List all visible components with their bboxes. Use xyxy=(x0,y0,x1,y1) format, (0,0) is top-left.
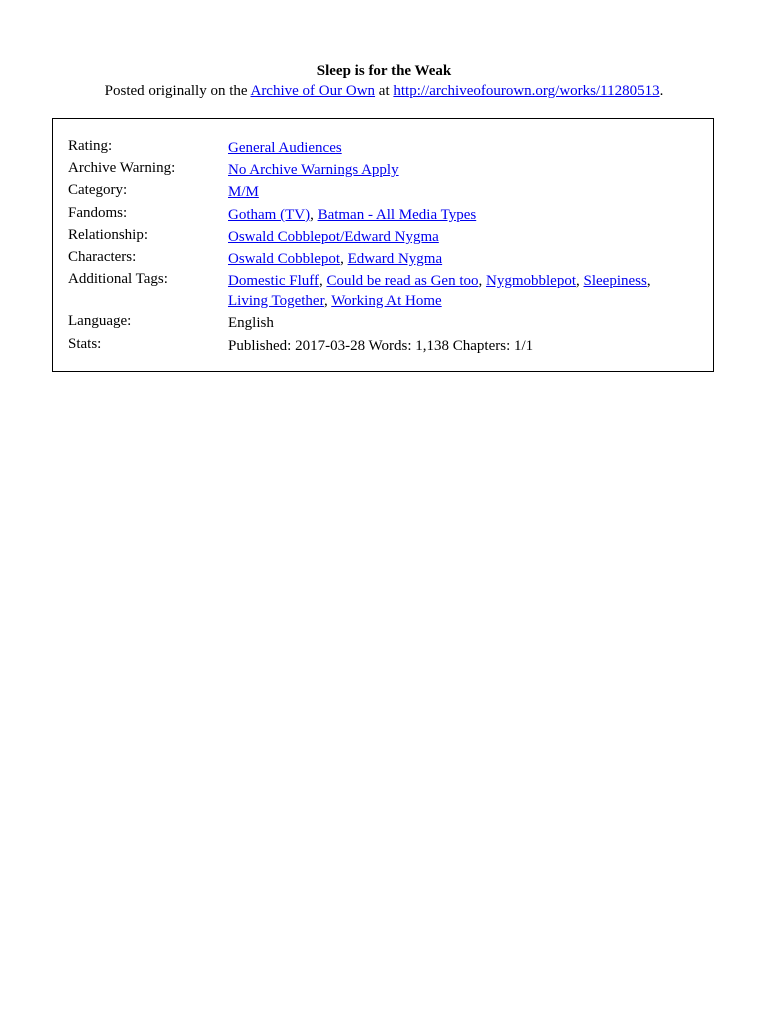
fandom-link[interactable]: Batman - All Media Types xyxy=(317,207,477,223)
relationship-label: Relationship: xyxy=(68,227,148,243)
language-label: Language: xyxy=(68,313,132,329)
posted-at: at xyxy=(378,83,390,99)
tag-link[interactable]: Working At Home xyxy=(331,293,442,309)
character-link[interactable]: Oswald Cobblepot xyxy=(228,251,341,267)
tag-link[interactable]: Nygmobblepot xyxy=(486,273,577,289)
posted-line xyxy=(0,81,768,101)
stats-value: Published: 2017-03-28 Words: 1,138 Chapters: 1/1 xyxy=(228,338,534,354)
work-metadata-box: Rating: General Audiences Archive Warning: No Archive Warnings Apply Category: M/M Fandoms: Gotham (TV), Batman - All Media Types Relationship: Oswald Cobblepot/Edward Nygma Characters: Oswald Cobblepot, Edward Nygma Additional Tags: Domestic Fluff, Could be read as Gen too, Nygmobblepot, Sleepiness, Living Together, Working At Home Language: English Stats: Published: 2017-03-28 Words: 1,138 Chapters: 1/1 xyxy=(52,118,714,372)
work-title: Sleep is for the Weak xyxy=(316,63,452,79)
additional-tags-label: Additional Tags: xyxy=(68,271,168,287)
fandom-link[interactable]: Gotham (TV) xyxy=(228,207,311,223)
language-value: English xyxy=(228,315,274,331)
tag-link[interactable]: Sleepiness xyxy=(583,273,647,289)
tag-link[interactable]: Domestic Fluff xyxy=(228,273,319,289)
tag-link[interactable]: Living Together xyxy=(228,293,324,309)
warning-label: Archive Warning: xyxy=(68,160,176,176)
character-link[interactable]: Edward Nygma xyxy=(347,251,443,267)
category-link[interactable]: M/M xyxy=(228,184,259,200)
posted-period: . xyxy=(659,83,664,99)
fandoms-label: Fandoms: xyxy=(68,205,128,221)
work-url-link[interactable]: http://archiveofourown.org/works/11280513 xyxy=(393,83,660,99)
stats-label: Stats: xyxy=(68,336,102,352)
relationship-link[interactable]: Oswald Cobblepot/Edward Nygma xyxy=(228,229,439,245)
archive-link[interactable]: Archive of Our Own xyxy=(250,83,376,99)
warning-link[interactable]: No Archive Warnings Apply xyxy=(228,162,399,178)
rating-link[interactable]: General Audiences xyxy=(228,140,342,156)
rating-label: Rating: xyxy=(68,138,113,154)
characters-label: Characters: xyxy=(68,249,137,265)
tag-link[interactable]: Could be read as Gen too xyxy=(326,273,479,289)
posted-prefix: Posted originally on the xyxy=(104,83,248,99)
category-label: Category: xyxy=(68,182,128,198)
work-header xyxy=(0,61,768,101)
